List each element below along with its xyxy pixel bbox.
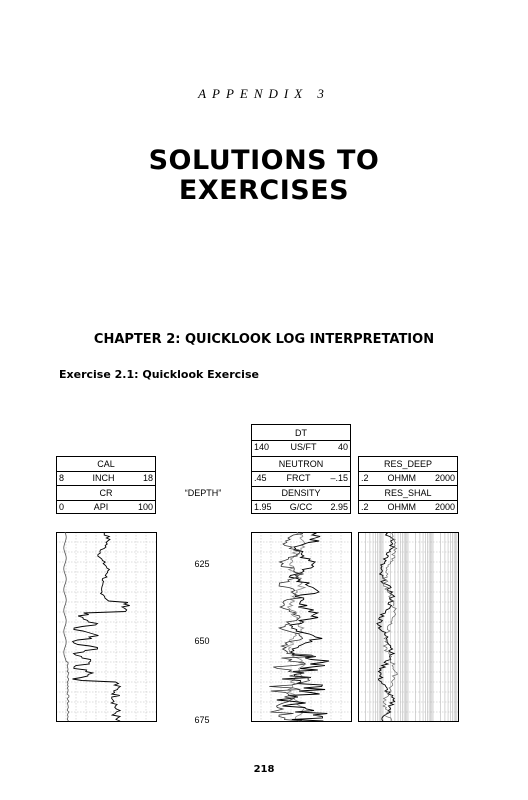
res-deep-max: 2000 bbox=[434, 473, 455, 483]
exercise-heading: Exercise 2.1: Quicklook Exercise bbox=[59, 368, 259, 381]
cr-unit: API bbox=[93, 502, 109, 512]
page-number: 218 bbox=[253, 764, 275, 775]
depth-label-625: 625 bbox=[194, 559, 210, 569]
dt-curve-name: DT bbox=[295, 428, 307, 438]
track2-porosity-plot bbox=[251, 532, 352, 722]
res-shal-scale bbox=[359, 500, 457, 514]
density-scale bbox=[252, 500, 350, 514]
cr-curve-name: CR bbox=[99, 488, 113, 498]
depth-column-label: “DEPTH” bbox=[184, 488, 222, 498]
dt-max: 40 bbox=[337, 442, 348, 452]
sonic-curve bbox=[286, 532, 305, 721]
res-deep-unit: OHMM bbox=[387, 473, 416, 483]
res-deep-curve-name: RES_DEEP bbox=[383, 459, 433, 469]
neutron-scale bbox=[252, 471, 350, 485]
depth-label-675: 675 bbox=[194, 715, 210, 725]
neutron-unit: FRCT bbox=[286, 473, 311, 483]
track1-gr-caliper-plot bbox=[56, 532, 157, 722]
density-curve-name: DENSITY bbox=[281, 488, 321, 498]
chapter-heading: CHAPTER 2: QUICKLOOK LOG INTERPRETATION bbox=[93, 332, 435, 347]
page-title bbox=[0, 146, 528, 206]
title-line-2: EXERCISES bbox=[178, 175, 350, 206]
cr-max: 100 bbox=[137, 502, 153, 512]
track1-header bbox=[56, 456, 156, 514]
neutron-min: .45 bbox=[254, 473, 267, 483]
res-shal-curve-name: RES_SHAL bbox=[384, 488, 432, 498]
track-border bbox=[359, 533, 459, 722]
depth-label-650: 650 bbox=[194, 636, 210, 646]
res-shal-max: 2000 bbox=[434, 502, 455, 512]
cal-unit: INCH bbox=[92, 473, 115, 483]
cal-min: 8 bbox=[59, 473, 65, 483]
res-deep-min: .2 bbox=[361, 473, 369, 483]
res-shal-min: .2 bbox=[361, 502, 369, 512]
neutron-curve-name: NEUTRON bbox=[278, 459, 324, 469]
appendix-label: APPENDIX 3 bbox=[198, 86, 330, 101]
track2-header bbox=[251, 424, 351, 514]
dt-min: 140 bbox=[254, 442, 270, 452]
title-line-1: SOLUTIONS TO bbox=[148, 145, 380, 176]
caliper-curve bbox=[64, 532, 69, 721]
cal-max: 18 bbox=[142, 473, 153, 483]
res-deep-scale bbox=[359, 471, 457, 485]
res-deep-curve bbox=[377, 532, 395, 721]
neutron-max: –.15 bbox=[330, 473, 348, 483]
cal-curve-name: CAL bbox=[97, 459, 115, 469]
dt-scale bbox=[252, 440, 350, 454]
cr-min: 0 bbox=[59, 502, 65, 512]
track-border bbox=[57, 533, 157, 722]
cr-scale bbox=[57, 500, 155, 514]
dt-unit: US/FT bbox=[290, 442, 317, 452]
track3-header bbox=[358, 456, 458, 514]
track3-resistivity-plot bbox=[358, 532, 459, 722]
density-max: 2.95 bbox=[330, 502, 348, 512]
density-unit: G/CC bbox=[289, 502, 313, 512]
res-shal-unit: OHMM bbox=[387, 502, 416, 512]
cal-scale bbox=[57, 471, 155, 485]
gamma-ray-curve bbox=[73, 532, 130, 721]
density-min: 1.95 bbox=[254, 502, 272, 512]
